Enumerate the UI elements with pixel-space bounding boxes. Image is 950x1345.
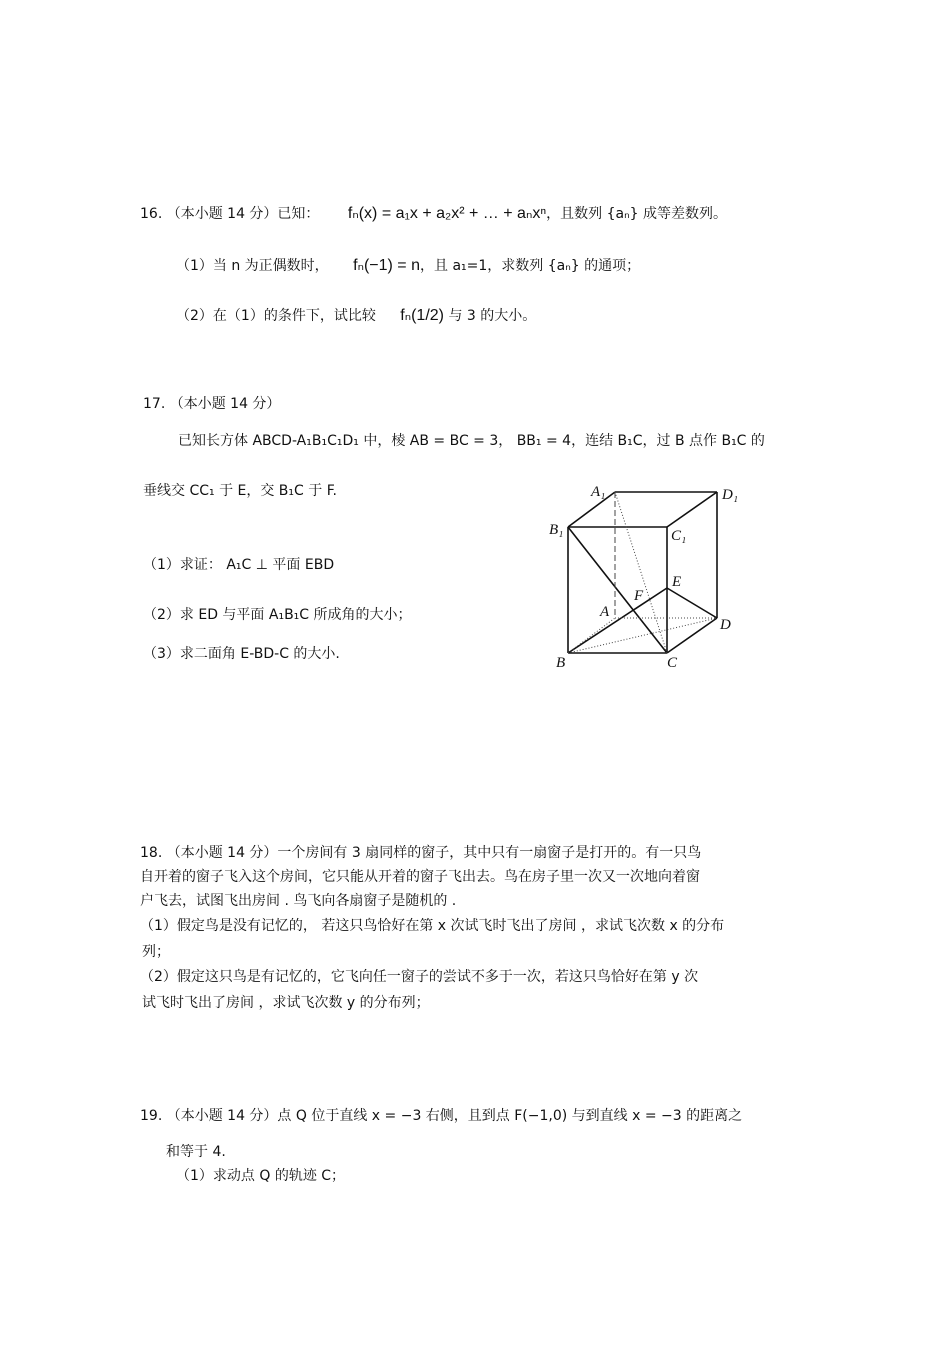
edge-c1d1 (667, 492, 717, 527)
q19-line1: 19. （本小题 14 分）点 Q 位于直线 x = −3 右侧，且到点 F(−1,0) 与到直线 x = −3 的距离之 (140, 1108, 743, 1124)
q16-stem-tail: ，且数列 {aₙ} 成等差数列。 (546, 206, 728, 222)
label-a1: A₁ (591, 484, 606, 500)
q17-part1: （1）求证： A₁C ⊥ 平面 EBD (143, 557, 335, 573)
edge-cd (667, 618, 717, 653)
q18-line1: 18. （本小题 14 分）一个房间有 3 扇同样的窗子，其中只有一扇窗子是打开的。有一只鸟 (140, 845, 702, 861)
q18-line5: 列； (142, 944, 170, 960)
q18-line7: 试飞时飞出了房间 ，求试飞次数 y 的分布列； (142, 995, 430, 1011)
label-c1: C₁ (671, 528, 687, 544)
line-a1c-hidden (615, 492, 667, 653)
line-ed (667, 588, 717, 618)
q17-line1: 已知长方体 ABCD-A₁B₁C₁D₁ 中，棱 AB = BC = 3， BB₁ = 4，连结 B₁C，过 B 点作 B₁C 的 (178, 433, 765, 449)
q16-part2-formula: fₙ(1/2) (400, 307, 444, 324)
q16-part1-tail: ，且 a₁=1，求数列 {aₙ} 的通项； (420, 258, 641, 274)
q17-part2: （2）求 ED 与平面 A₁B₁C 所成角的大小； (143, 607, 412, 623)
q19-line3: （1）求动点 Q 的轨迹 C； (176, 1168, 346, 1184)
label-b1: B₁ (549, 522, 564, 538)
label-f: F (634, 588, 644, 604)
q16-part1-formula: fₙ(−1) = n (353, 257, 420, 274)
q17-part3: （3）求二面角 E-BD-C 的大小. (143, 646, 340, 662)
label-b: B (556, 655, 566, 671)
q18-line2: 自开着的窗子飞入这个房间，它只能从开着的窗子飞出去。鸟在房子里一次又一次地向着窗 (140, 869, 700, 885)
q16-part2-lead: （2）在（1）的条件下，试比较 (176, 308, 376, 324)
line-b1c (568, 527, 667, 653)
q16-part1-lead: （1）当 n 为正偶数时， (176, 258, 329, 274)
q17-header: 17. （本小题 14 分） (143, 396, 281, 412)
label-d: D (720, 617, 731, 633)
q16-part2-tail: 与 3 的大小。 (448, 308, 537, 324)
label-e: E (672, 574, 682, 590)
q18-line3: 户飞去，试图飞出房间 . 鸟飞向各扇窗子是随机的 . (140, 893, 457, 909)
q19-line2: 和等于 4. (166, 1144, 226, 1160)
q16-stem-text: 16. （本小题 14 分）已知： (140, 206, 320, 222)
line-be (568, 588, 667, 653)
q16-formula: fₙ(x) = a₁x + a₂x² + … + aₙxⁿ (347, 205, 547, 222)
label-c: C (667, 655, 678, 671)
q18-line4: （1）假定鸟是没有记忆的， 若这只鸟恰好在第 x 次试飞时飞出了房间 ，求试飞次数 x 的分布 (140, 918, 725, 934)
label-d1: D₁ (722, 487, 739, 503)
label-a: A (600, 604, 610, 620)
q18-line6: （2）假定这只鸟是有记忆的，它飞向任一窗子的尝试不多于一次，若这只鸟恰好在第 y 次 (140, 969, 699, 985)
line-bd-hidden (568, 618, 717, 653)
q17-line2: 垂线交 CC₁ 于 E，交 B₁C 于 F. (143, 483, 337, 499)
